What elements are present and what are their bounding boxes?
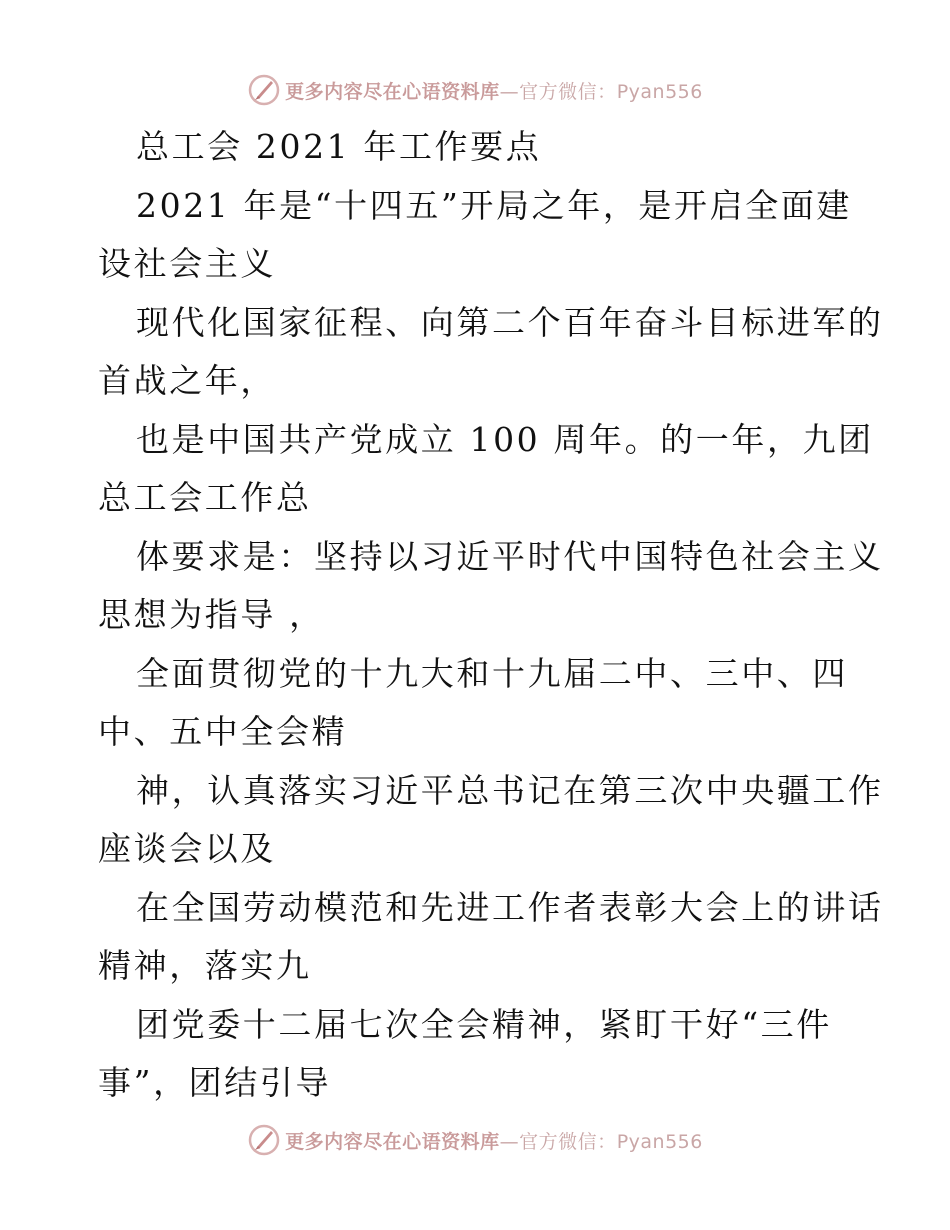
paragraph-line: 思想为指导 ， [98, 595, 325, 634]
paragraph-line: 中、五中全会精 [98, 712, 348, 751]
paragraph-line: 现代化国家征程、向第二个百年奋斗目标进军的 [136, 302, 884, 342]
footer-watermark [0, 1120, 950, 1160]
paragraph-line: 精神，落实九 [98, 946, 312, 985]
paragraph-line: 团党委十二届七次全会精神，紧盯干好“三件 [136, 1004, 832, 1044]
paragraph-line: 事”，团结引导 [98, 1063, 332, 1102]
paragraph-line: 座谈会以及 [98, 829, 276, 868]
header-watermark [0, 70, 950, 110]
paragraph-line: 神，认真落实习近平总书记在第三次中央疆工作 [136, 770, 884, 810]
watermark-text: 更多内容尽在心语资料库—官方微信：Pyan556 [285, 1130, 703, 1153]
document-body [98, 118, 884, 1113]
paragraph-line: 体要求是：坚持以习近平时代中国特色社会主义 [136, 536, 884, 576]
paragraph-line: 2021 年是“十四五”开局之年，是开启全面建 [136, 185, 853, 225]
paragraph-line: 全面贯彻党的十九大和十九届二中、三中、四 [136, 653, 848, 693]
watermark-text: 更多内容尽在心语资料库—官方微信：Pyan556 [285, 80, 703, 103]
paragraph-line: 设社会主义 [98, 244, 276, 283]
paragraph-line: 总工会工作总 [98, 478, 312, 517]
paragraph-line: 在全国劳动模范和先进工作者表彰大会上的讲话 [136, 887, 884, 927]
quill-pen-logo-icon [247, 73, 281, 107]
quill-pen-logo-icon [247, 1123, 281, 1157]
document-title: 总工会 2021 年工作要点 [136, 127, 542, 166]
paragraph-line: 首战之年， [98, 361, 276, 400]
paragraph-line: 也是中国共产党成立 100 周年。的一年，九团 [136, 419, 874, 459]
